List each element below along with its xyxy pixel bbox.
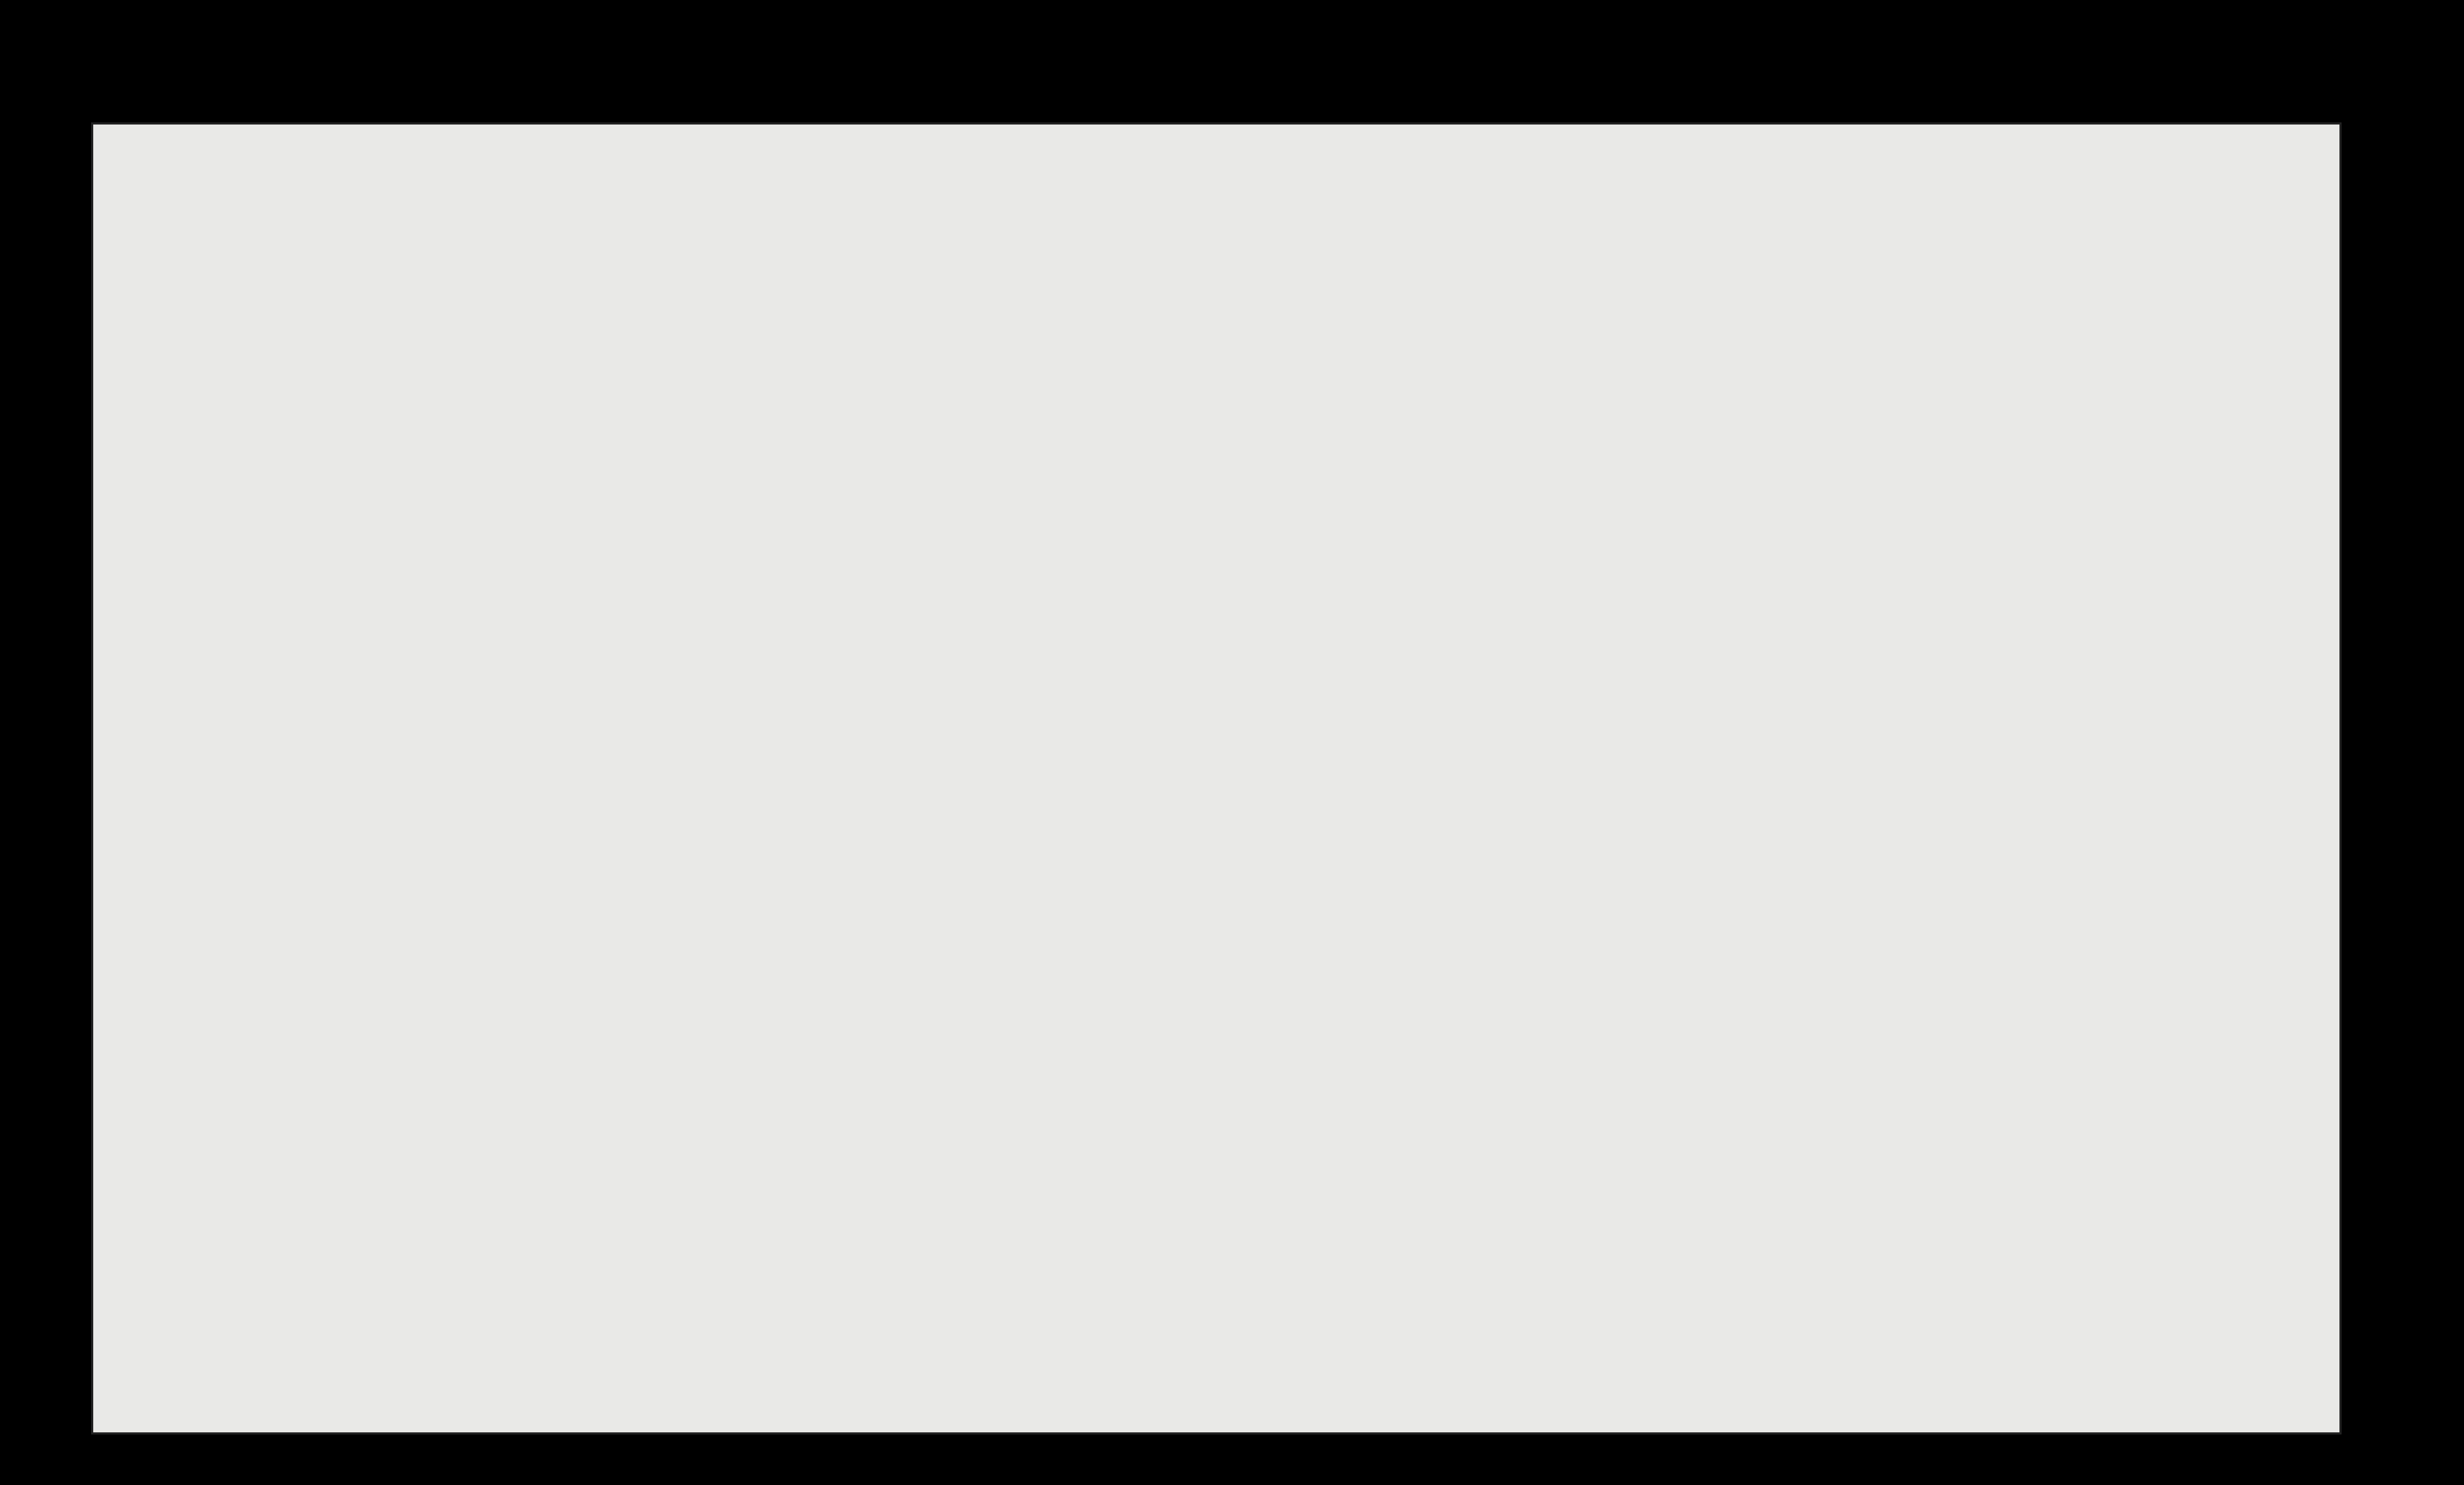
black-margin (0, 0, 91, 1485)
census-card (91, 122, 2342, 1434)
